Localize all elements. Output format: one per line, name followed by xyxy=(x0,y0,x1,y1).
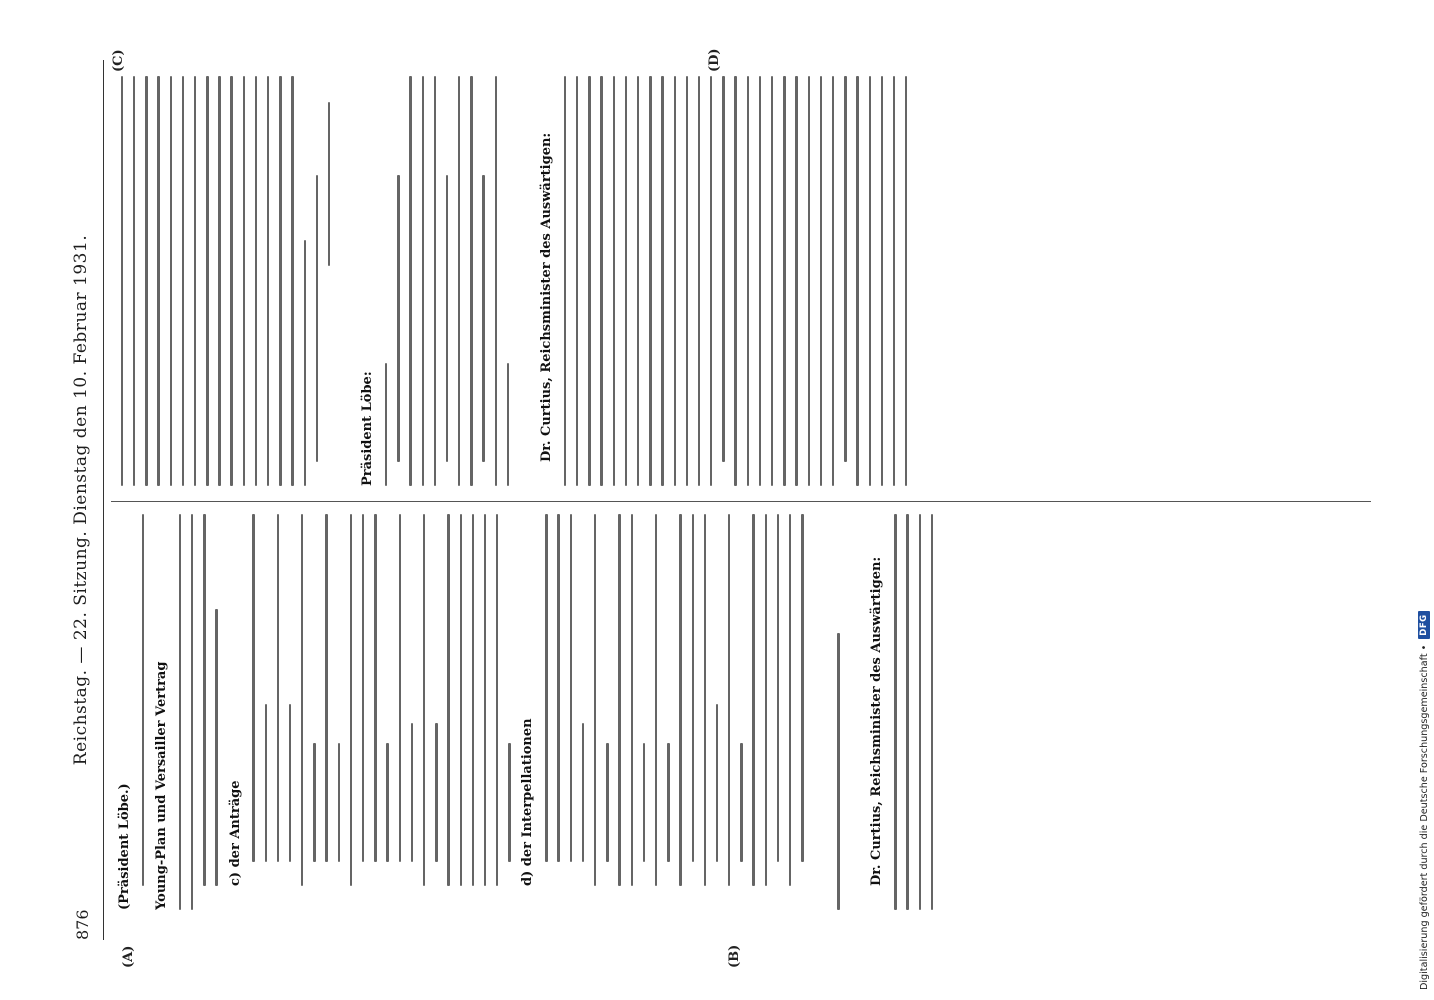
text-line xyxy=(820,76,822,486)
text-line xyxy=(716,704,718,862)
rotated-document-page xyxy=(67,48,1387,968)
text-line xyxy=(279,76,281,486)
running-head: Reichstag. — 22. Sitzung. Dienstag den 10. Februar 1931. xyxy=(71,234,91,766)
text-line xyxy=(397,175,399,462)
margin-marker-b: (B) xyxy=(727,944,742,968)
text-line xyxy=(409,76,411,486)
stamp-text: Digitalisierung gefördert durch die Deutsche Forschungsgemeinschaft • xyxy=(1418,644,1430,990)
text-line xyxy=(752,514,754,886)
text-line xyxy=(218,76,220,486)
text-line xyxy=(133,76,135,486)
text-line xyxy=(856,76,858,486)
text-line xyxy=(215,609,217,886)
column-divider xyxy=(111,501,1371,502)
text-line xyxy=(423,514,425,886)
text-line xyxy=(157,76,159,486)
text-line xyxy=(661,76,663,486)
text-line xyxy=(837,633,839,910)
text-line xyxy=(734,76,736,486)
text-line xyxy=(411,723,413,862)
text-line xyxy=(692,514,694,862)
text-line xyxy=(637,76,639,486)
left-column xyxy=(111,514,1371,910)
text-line xyxy=(203,514,205,886)
margin-marker-c: (C) xyxy=(111,49,126,72)
text-line xyxy=(145,76,147,486)
text-line xyxy=(191,514,193,910)
text-line xyxy=(564,76,566,486)
text-line xyxy=(740,743,742,862)
text-line xyxy=(362,514,364,862)
text-line xyxy=(304,240,306,486)
text-line xyxy=(570,514,572,862)
dfg-logo: DFG xyxy=(1418,611,1430,638)
text-line xyxy=(795,76,797,486)
text-line xyxy=(844,76,846,462)
text-line xyxy=(447,514,449,886)
text-line xyxy=(667,743,669,862)
speaker-curtius: Dr. Curtius, Reichsminister des Auswärtigen: xyxy=(869,556,885,886)
text-line xyxy=(881,76,883,486)
text-line xyxy=(649,76,651,486)
text-line xyxy=(121,76,123,486)
text-line xyxy=(747,76,749,486)
text-line xyxy=(557,514,559,862)
text-line xyxy=(495,76,497,486)
text-line xyxy=(606,743,608,862)
text-line xyxy=(422,76,424,486)
text-line xyxy=(698,76,700,486)
text-line xyxy=(434,76,436,486)
text-line xyxy=(643,743,645,862)
text-line xyxy=(265,704,267,862)
text-line xyxy=(618,514,620,886)
text-line xyxy=(576,76,578,486)
dfg-funding-stamp xyxy=(1417,0,1431,990)
text-line xyxy=(832,76,834,486)
section-heading-interpellationen: d) der Interpellationen xyxy=(520,718,536,886)
text-line xyxy=(728,514,730,886)
text-line xyxy=(252,514,254,862)
text-line xyxy=(350,514,352,886)
margin-marker-a: (A) xyxy=(121,945,136,968)
text-line xyxy=(759,76,761,486)
text-line xyxy=(582,723,584,862)
text-line xyxy=(777,514,779,862)
text-line xyxy=(507,363,509,486)
text-line xyxy=(374,514,376,862)
text-line xyxy=(399,514,401,862)
speaker-curtius-right: Dr. Curtius, Reichsminister des Auswärtigen: xyxy=(539,132,555,462)
text-line xyxy=(482,175,484,462)
text-line xyxy=(625,76,627,486)
text-line xyxy=(869,76,871,486)
text-line xyxy=(277,514,279,862)
text-line xyxy=(194,76,196,486)
text-line xyxy=(588,76,590,486)
text-line xyxy=(206,76,208,486)
text-line xyxy=(710,76,712,486)
text-line xyxy=(722,76,724,462)
text-line xyxy=(893,76,895,486)
text-line xyxy=(674,76,676,486)
text-line xyxy=(808,76,810,486)
text-line xyxy=(686,76,688,486)
text-line xyxy=(385,363,387,486)
text-line xyxy=(182,76,184,486)
text-line xyxy=(458,76,460,486)
text-line xyxy=(446,175,448,462)
text-line xyxy=(894,514,896,910)
text-line xyxy=(472,514,474,886)
text-line xyxy=(484,514,486,886)
text-line xyxy=(142,514,144,886)
text-line xyxy=(704,514,706,886)
speaker-loebe: Präsident Löbe: xyxy=(360,371,376,486)
text-line xyxy=(291,76,293,486)
text-line xyxy=(655,514,657,886)
text-line xyxy=(613,76,615,486)
text-line xyxy=(508,743,510,862)
text-line xyxy=(931,514,933,910)
text-line xyxy=(765,514,767,886)
text-line xyxy=(230,76,232,486)
text-line xyxy=(496,514,498,886)
text-line xyxy=(301,514,303,886)
text-line xyxy=(631,514,633,886)
margin-marker-d: (D) xyxy=(707,48,722,72)
speaker-label: (Präsident Löbe.) xyxy=(117,783,132,910)
text-line xyxy=(470,76,472,486)
text-line xyxy=(255,76,257,486)
text-line xyxy=(325,514,327,862)
text-line xyxy=(386,743,388,862)
text-line xyxy=(170,76,172,486)
text-line xyxy=(906,514,908,910)
text-line xyxy=(679,514,681,886)
text-line xyxy=(179,514,181,910)
text-line xyxy=(435,723,437,862)
text-line xyxy=(771,76,773,486)
right-column xyxy=(111,76,1371,486)
text-line xyxy=(801,514,803,862)
text-line xyxy=(289,704,291,862)
text-line xyxy=(328,102,330,266)
section-heading-antraege: c) der Anträge xyxy=(227,780,243,886)
text-line xyxy=(243,76,245,486)
text-line xyxy=(545,514,547,862)
section-heading-young-plan: Young-Plan und Versailler Vertrag xyxy=(153,661,169,910)
text-line xyxy=(594,514,596,886)
text-line xyxy=(600,76,602,486)
text-line xyxy=(789,514,791,886)
text-line xyxy=(919,514,921,910)
text-line xyxy=(905,76,907,486)
text-line xyxy=(313,743,315,862)
page-number: 876 xyxy=(73,909,92,940)
text-line xyxy=(316,175,318,462)
text-line xyxy=(460,514,462,886)
text-line xyxy=(338,743,340,862)
page-header xyxy=(67,60,104,940)
text-line xyxy=(783,76,785,486)
text-line xyxy=(267,76,269,486)
